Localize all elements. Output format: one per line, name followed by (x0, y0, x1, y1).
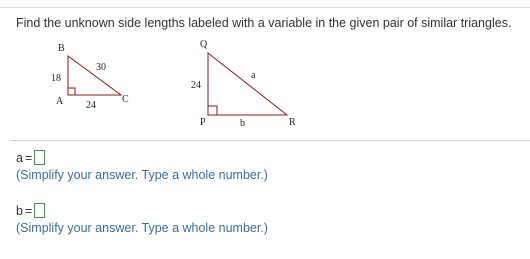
side-bc-length: 30 (96, 62, 106, 73)
vertex-r-label: R (289, 117, 296, 128)
side-pr-variable: b (240, 118, 245, 129)
vertex-b-label: B (58, 43, 65, 54)
answer-a-variable: a (16, 150, 23, 165)
right-angle-marker-a (68, 88, 75, 95)
right-angle-marker-p (208, 106, 217, 115)
answer-b-variable: b (16, 203, 23, 218)
vertex-q-label: Q (200, 39, 208, 50)
vertex-c-label: C (122, 94, 129, 105)
triangle-pqr-outline (208, 53, 287, 115)
vertex-a-label: A (56, 96, 64, 107)
answer-b-equals: = (24, 203, 33, 218)
triangle-abc (68, 56, 121, 95)
answer-b-hint: (Simplify your answer. Type a whole number.) (16, 221, 268, 235)
side-ab-length: 18 (51, 73, 61, 84)
triangle-pqr (208, 53, 287, 115)
answer-a-hint: (Simplify your answer. Type a whole number.) (16, 168, 268, 182)
answer-a-equals: = (24, 150, 33, 165)
question-prompt: Find the unknown side lengths labeled with a variable in the given pair of similar triangles. (16, 16, 512, 30)
side-ac-length: 24 (86, 100, 96, 111)
side-qr-variable: a (251, 70, 256, 81)
top-divider (0, 7, 530, 8)
triangles-drawing (0, 36, 530, 136)
side-pq-length: 24 (191, 80, 201, 91)
answer-b-input[interactable] (34, 203, 45, 218)
answer-a-input[interactable] (34, 150, 45, 165)
section-divider (10, 140, 530, 141)
vertex-p-label: P (200, 117, 206, 128)
triangle-abc-outline (68, 56, 121, 95)
similar-triangles-figure (0, 36, 530, 136)
answer-a-row (16, 150, 45, 165)
answer-b-row (16, 203, 45, 218)
